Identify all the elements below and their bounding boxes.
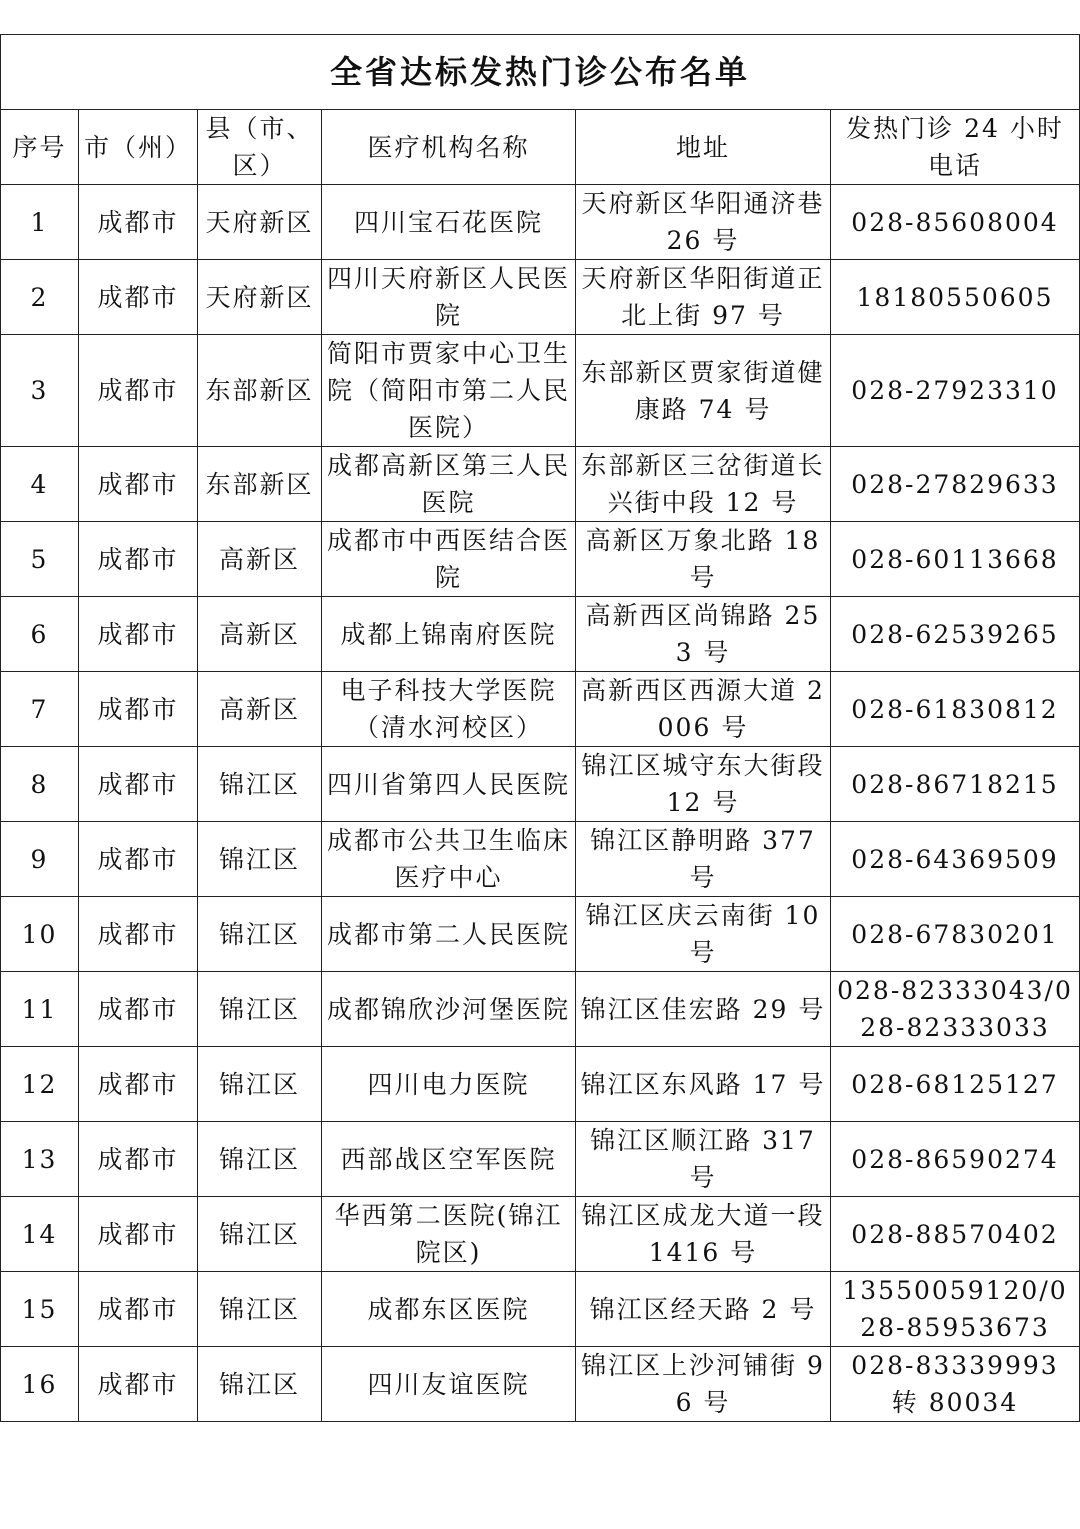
cell-phone: 028-85608004 — [831, 185, 1080, 260]
cell-institution: 西部战区空军医院 — [322, 1122, 576, 1197]
cell-city: 成都市 — [79, 672, 198, 747]
cell-institution: 四川友谊医院 — [322, 1347, 576, 1422]
title-row — [1, 35, 1080, 110]
table-row — [1, 1047, 1080, 1122]
cell-no: 5 — [1, 522, 79, 597]
cell-no: 6 — [1, 597, 79, 672]
cell-address: 锦江区上沙河铺街 96 号 — [576, 1347, 831, 1422]
cell-phone: 028-82333043/028-82333033 — [831, 972, 1080, 1047]
cell-county: 东部新区 — [198, 335, 322, 447]
cell-no: 10 — [1, 897, 79, 972]
table-row — [1, 447, 1080, 522]
table-row — [1, 1197, 1080, 1272]
cell-county: 锦江区 — [198, 1197, 322, 1272]
cell-institution: 成都高新区第三人民医院 — [322, 447, 576, 522]
cell-address: 锦江区经天路 2 号 — [576, 1272, 831, 1347]
cell-institution: 成都锦欣沙河堡医院 — [322, 972, 576, 1047]
cell-institution: 成都市第二人民医院 — [322, 897, 576, 972]
cell-phone: 028-62539265 — [831, 597, 1080, 672]
cell-address: 天府新区华阳街道正北上街 97 号 — [576, 260, 831, 335]
cell-no: 7 — [1, 672, 79, 747]
column-header-institution: 医疗机构名称 — [322, 110, 576, 185]
table-row — [1, 335, 1080, 447]
document-title: 全省达标发热门诊公布名单 — [1, 35, 1080, 110]
cell-city: 成都市 — [79, 972, 198, 1047]
cell-city: 成都市 — [79, 597, 198, 672]
cell-no: 8 — [1, 747, 79, 822]
cell-no: 3 — [1, 335, 79, 447]
cell-address: 锦江区城守东大街段 12 号 — [576, 747, 831, 822]
cell-institution: 成都市公共卫生临床医疗中心 — [322, 822, 576, 897]
cell-county: 高新区 — [198, 597, 322, 672]
cell-institution: 四川省第四人民医院 — [322, 747, 576, 822]
column-header-city: 市（州） — [79, 110, 198, 185]
cell-county: 东部新区 — [198, 447, 322, 522]
column-header-no: 序号 — [1, 110, 79, 185]
column-header-phone: 发热门诊 24 小时电话 — [831, 110, 1080, 185]
cell-phone: 028-27829633 — [831, 447, 1080, 522]
cell-county: 锦江区 — [198, 1047, 322, 1122]
cell-institution: 成都东区医院 — [322, 1272, 576, 1347]
column-header-address: 地址 — [576, 110, 831, 185]
cell-institution: 电子科技大学医院（清水河校区） — [322, 672, 576, 747]
cell-county: 锦江区 — [198, 1122, 322, 1197]
cell-institution: 四川电力医院 — [322, 1047, 576, 1122]
cell-county: 高新区 — [198, 522, 322, 597]
cell-institution: 华西第二医院(锦江院区) — [322, 1197, 576, 1272]
cell-city: 成都市 — [79, 185, 198, 260]
cell-no: 15 — [1, 1272, 79, 1347]
cell-no: 14 — [1, 1197, 79, 1272]
cell-phone: 028-88570402 — [831, 1197, 1080, 1272]
cell-city: 成都市 — [79, 897, 198, 972]
cell-county: 锦江区 — [198, 1272, 322, 1347]
cell-no: 1 — [1, 185, 79, 260]
cell-phone: 028-68125127 — [831, 1047, 1080, 1122]
cell-phone: 028-60113668 — [831, 522, 1080, 597]
cell-no: 16 — [1, 1347, 79, 1422]
cell-city: 成都市 — [79, 1122, 198, 1197]
table-row — [1, 1272, 1080, 1347]
table-row — [1, 747, 1080, 822]
cell-city: 成都市 — [79, 260, 198, 335]
table-row — [1, 1122, 1080, 1197]
table-row — [1, 597, 1080, 672]
table-body — [1, 185, 1080, 1422]
table-row — [1, 185, 1080, 260]
cell-city: 成都市 — [79, 335, 198, 447]
cell-phone: 028-86718215 — [831, 747, 1080, 822]
cell-no: 12 — [1, 1047, 79, 1122]
cell-county: 高新区 — [198, 672, 322, 747]
cell-institution: 四川天府新区人民医院 — [322, 260, 576, 335]
cell-address: 天府新区华阳通济巷 26 号 — [576, 185, 831, 260]
cell-institution: 成都市中西医结合医院 — [322, 522, 576, 597]
cell-address: 锦江区东风路 17 号 — [576, 1047, 831, 1122]
cell-address: 东部新区贾家街道健康路 74 号 — [576, 335, 831, 447]
cell-phone: 028-86590274 — [831, 1122, 1080, 1197]
table-row — [1, 897, 1080, 972]
cell-no: 13 — [1, 1122, 79, 1197]
cell-city: 成都市 — [79, 447, 198, 522]
cell-institution: 成都上锦南府医院 — [322, 597, 576, 672]
cell-county: 锦江区 — [198, 897, 322, 972]
cell-phone: 028-83339993 转 80034 — [831, 1347, 1080, 1422]
cell-phone: 028-27923310 — [831, 335, 1080, 447]
cell-address: 锦江区佳宏路 29 号 — [576, 972, 831, 1047]
table-row — [1, 822, 1080, 897]
cell-no: 9 — [1, 822, 79, 897]
fever-clinic-list-document — [0, 34, 1079, 1422]
cell-city: 成都市 — [79, 1047, 198, 1122]
cell-no: 2 — [1, 260, 79, 335]
column-header-county: 县（市、区） — [198, 110, 322, 185]
cell-address: 高新西区西源大道 2006 号 — [576, 672, 831, 747]
cell-phone: 028-67830201 — [831, 897, 1080, 972]
cell-institution: 简阳市贾家中心卫生院（简阳市第二人民医院） — [322, 335, 576, 447]
cell-county: 天府新区 — [198, 185, 322, 260]
cell-city: 成都市 — [79, 747, 198, 822]
cell-phone: 028-61830812 — [831, 672, 1080, 747]
cell-city: 成都市 — [79, 522, 198, 597]
table-row — [1, 1347, 1080, 1422]
cell-county: 锦江区 — [198, 747, 322, 822]
table-row — [1, 972, 1080, 1047]
table-row — [1, 260, 1080, 335]
cell-city: 成都市 — [79, 822, 198, 897]
cell-address: 锦江区顺江路 317 号 — [576, 1122, 831, 1197]
fever-clinic-table — [0, 34, 1080, 1422]
cell-phone: 18180550605 — [831, 260, 1080, 335]
cell-city: 成都市 — [79, 1272, 198, 1347]
header-row — [1, 110, 1080, 185]
cell-address: 锦江区成龙大道一段 1416 号 — [576, 1197, 831, 1272]
cell-county: 锦江区 — [198, 972, 322, 1047]
cell-no: 11 — [1, 972, 79, 1047]
cell-address: 高新西区尚锦路 253 号 — [576, 597, 831, 672]
cell-county: 锦江区 — [198, 822, 322, 897]
cell-no: 4 — [1, 447, 79, 522]
cell-county: 锦江区 — [198, 1347, 322, 1422]
cell-address: 锦江区静明路 377 号 — [576, 822, 831, 897]
cell-phone: 13550059120/028-85953673 — [831, 1272, 1080, 1347]
cell-address: 东部新区三岔街道长兴街中段 12 号 — [576, 447, 831, 522]
cell-address: 锦江区庆云南街 10 号 — [576, 897, 831, 972]
table-row — [1, 522, 1080, 597]
cell-city: 成都市 — [79, 1347, 198, 1422]
cell-city: 成都市 — [79, 1197, 198, 1272]
table-row — [1, 672, 1080, 747]
cell-institution: 四川宝石花医院 — [322, 185, 576, 260]
cell-phone: 028-64369509 — [831, 822, 1080, 897]
cell-county: 天府新区 — [198, 260, 322, 335]
cell-address: 高新区万象北路 18 号 — [576, 522, 831, 597]
